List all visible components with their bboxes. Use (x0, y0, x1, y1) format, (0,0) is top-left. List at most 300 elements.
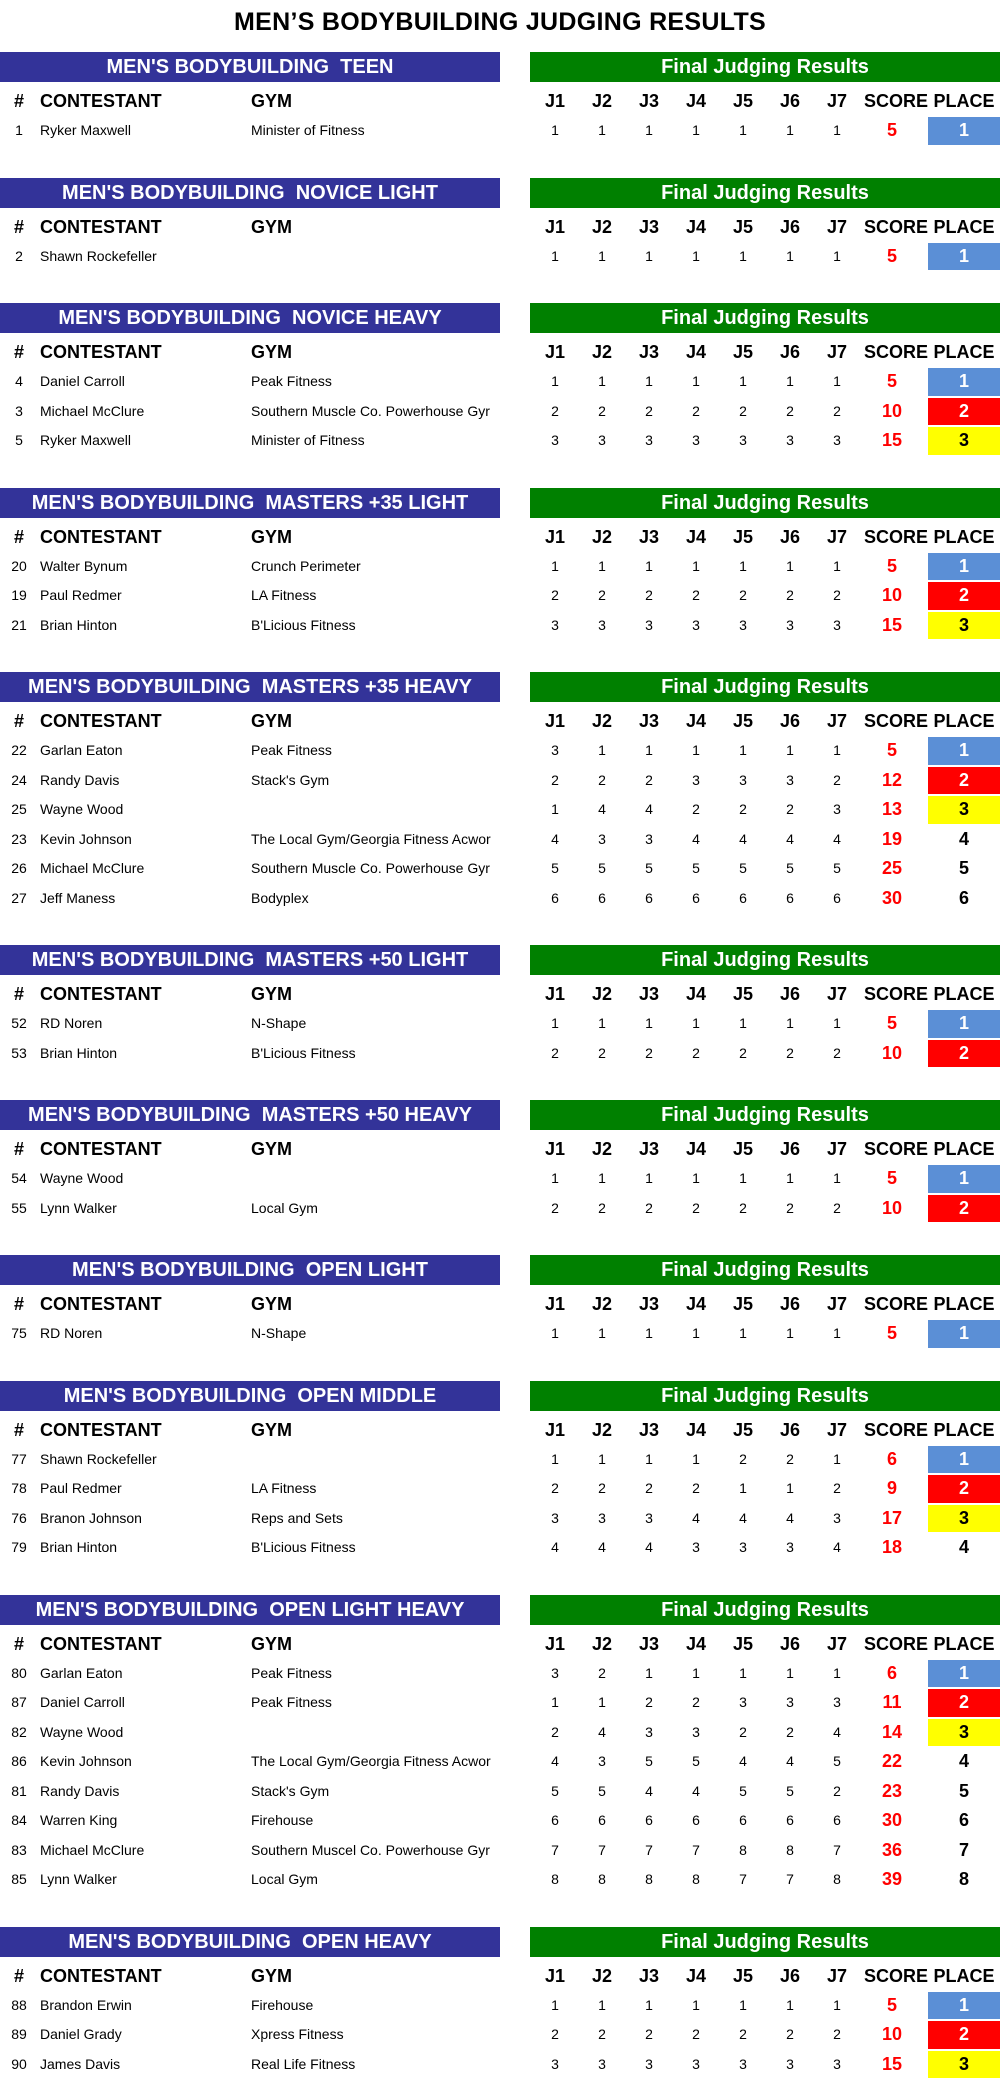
judge-score: 1 (629, 1009, 669, 1039)
contestant-number: 84 (6, 1806, 32, 1836)
total-score: 5 (864, 1164, 920, 1194)
total-score: 10 (864, 397, 920, 427)
judge-score: 5 (535, 854, 575, 884)
division-header: MEN'S BODYBUILDING MASTERS +35 LIGHT (0, 488, 500, 518)
judge-score: 5 (770, 854, 810, 884)
contestant-name: Daniel Carroll (40, 367, 245, 397)
results-header: Final Judging Results (530, 1595, 1000, 1625)
judge-score: 1 (770, 1164, 810, 1194)
column-header-judge: J5 (723, 706, 763, 736)
judge-score: 3 (770, 426, 810, 456)
column-header-contestant: CONTESTANT (40, 1961, 245, 1991)
contestant-name: Brandon Erwin (40, 1991, 245, 2021)
place-badge: 2 (928, 1195, 1000, 1223)
contestant-name: Daniel Grady (40, 2020, 245, 2050)
judge-score: 6 (676, 884, 716, 914)
contestant-name: Ryker Maxwell (40, 426, 245, 456)
total-score: 10 (864, 1194, 920, 1224)
judge-score: 6 (723, 884, 763, 914)
judge-score: 4 (676, 825, 716, 855)
column-header-number: # (6, 86, 32, 116)
judge-score: 2 (535, 766, 575, 796)
column-header-judge: J3 (629, 1134, 669, 1164)
judge-score: 1 (723, 1319, 763, 1349)
judge-score: 1 (723, 1659, 763, 1689)
column-header-judge: J1 (535, 522, 575, 552)
contestant-name: Garlan Eaton (40, 1659, 245, 1689)
judge-score: 3 (582, 1747, 622, 1777)
column-header-number: # (6, 212, 32, 242)
total-score: 15 (864, 426, 920, 456)
judge-score: 6 (582, 1806, 622, 1836)
judge-score: 1 (723, 1991, 763, 2021)
place-badge: 6 (928, 885, 1000, 913)
total-score: 10 (864, 2020, 920, 2050)
total-score: 5 (864, 1319, 920, 1349)
contestant-number: 88 (6, 1991, 32, 2021)
column-header-judge: J7 (817, 212, 857, 242)
contestant-name: Walter Bynum (40, 552, 245, 582)
column-header-judge: J2 (582, 706, 622, 736)
contestant-name: Randy Davis (40, 766, 245, 796)
column-header-gym: GYM (251, 1629, 499, 1659)
judge-score: 5 (629, 1747, 669, 1777)
place-badge: 5 (928, 1778, 1000, 1806)
contestant-number: 25 (6, 795, 32, 825)
judge-score: 2 (723, 1194, 763, 1224)
judge-score: 1 (770, 1009, 810, 1039)
judge-score: 1 (723, 552, 763, 582)
judge-score: 6 (770, 884, 810, 914)
column-header-place: PLACE (928, 1134, 1000, 1164)
judge-score: 1 (676, 367, 716, 397)
judge-score: 2 (629, 1688, 669, 1718)
total-score: 6 (864, 1445, 920, 1475)
column-header-judge: J1 (535, 86, 575, 116)
judge-score: 3 (582, 1504, 622, 1534)
judge-score: 3 (582, 426, 622, 456)
judge-score: 1 (535, 795, 575, 825)
judge-score: 2 (582, 581, 622, 611)
place-badge: 6 (928, 1807, 1000, 1835)
judge-score: 1 (676, 116, 716, 146)
total-score: 5 (864, 116, 920, 146)
contestant-name: Wayne Wood (40, 1164, 245, 1194)
contestant-gym: Peak Fitness (251, 367, 499, 397)
judge-score: 3 (770, 1533, 810, 1563)
judge-score: 2 (629, 766, 669, 796)
contestant-name: Kevin Johnson (40, 825, 245, 855)
column-header-judge: J4 (676, 706, 716, 736)
contestant-number: 53 (6, 1039, 32, 1069)
judge-score: 5 (582, 854, 622, 884)
judge-score: 4 (770, 1747, 810, 1777)
judge-score: 2 (629, 1194, 669, 1224)
judge-score: 8 (723, 1836, 763, 1866)
column-header-judge: J1 (535, 337, 575, 367)
column-header-judge: J1 (535, 1415, 575, 1445)
judge-score: 2 (676, 1474, 716, 1504)
contestant-name: Brian Hinton (40, 1533, 245, 1563)
column-header-judge: J6 (770, 212, 810, 242)
judge-score: 2 (817, 581, 857, 611)
judge-score: 1 (817, 552, 857, 582)
column-header-judge: J7 (817, 86, 857, 116)
contestant-gym (251, 1164, 499, 1194)
judge-score: 6 (535, 1806, 575, 1836)
column-header-judge: J5 (723, 979, 763, 1009)
judge-score: 1 (770, 1659, 810, 1689)
judge-score: 4 (535, 1747, 575, 1777)
contestant-name: Ryker Maxwell (40, 116, 245, 146)
judge-score: 1 (535, 242, 575, 272)
judge-score: 1 (629, 1319, 669, 1349)
judge-score: 7 (629, 1836, 669, 1866)
judge-score: 1 (629, 552, 669, 582)
column-header-place: PLACE (928, 212, 1000, 242)
judge-score: 3 (770, 611, 810, 641)
column-header-judge: J2 (582, 337, 622, 367)
place-badge: 2 (928, 1689, 1000, 1717)
column-header-place: PLACE (928, 1629, 1000, 1659)
judge-score: 2 (676, 1688, 716, 1718)
column-header-number: # (6, 1961, 32, 1991)
column-header-judge: J2 (582, 1289, 622, 1319)
judge-score: 1 (817, 242, 857, 272)
judge-score: 4 (582, 795, 622, 825)
contestant-name: Lynn Walker (40, 1865, 245, 1895)
results-header: Final Judging Results (530, 303, 1000, 333)
contestant-gym: B'Licious Fitness (251, 611, 499, 641)
place-badge: 3 (928, 427, 1000, 455)
column-header-judge: J1 (535, 706, 575, 736)
judge-score: 1 (770, 1319, 810, 1349)
judge-score: 7 (817, 1836, 857, 1866)
results-header: Final Judging Results (530, 672, 1000, 702)
judge-score: 6 (535, 884, 575, 914)
judge-score: 3 (723, 1688, 763, 1718)
judge-score: 1 (582, 116, 622, 146)
column-header-judge: J6 (770, 86, 810, 116)
contestant-gym: Stack's Gym (251, 766, 499, 796)
judge-score: 3 (770, 2050, 810, 2079)
place-badge: 1 (928, 1660, 1000, 1688)
contestant-number: 85 (6, 1865, 32, 1895)
column-header-judge: J4 (676, 86, 716, 116)
judge-score: 2 (770, 1039, 810, 1069)
column-header-judge: J4 (676, 337, 716, 367)
contestant-number: 21 (6, 611, 32, 641)
column-header-place: PLACE (928, 86, 1000, 116)
place-badge: 7 (928, 1837, 1000, 1865)
division-section (0, 52, 1000, 146)
total-score: 13 (864, 795, 920, 825)
judge-score: 4 (629, 795, 669, 825)
column-header-judge: J7 (817, 1134, 857, 1164)
place-badge: 1 (928, 553, 1000, 581)
judge-score: 1 (629, 1164, 669, 1194)
judge-score: 3 (676, 611, 716, 641)
judge-score: 4 (817, 825, 857, 855)
total-score: 39 (864, 1865, 920, 1895)
contestant-gym (251, 242, 499, 272)
column-header-contestant: CONTESTANT (40, 1629, 245, 1659)
contestant-name: Michael McClure (40, 854, 245, 884)
division-section (0, 1255, 1000, 1349)
total-score: 25 (864, 854, 920, 884)
contestant-number: 83 (6, 1836, 32, 1866)
judge-score: 1 (629, 1991, 669, 2021)
column-header-judge: J1 (535, 979, 575, 1009)
judge-score: 3 (629, 2050, 669, 2079)
results-header: Final Judging Results (530, 1255, 1000, 1285)
judge-score: 3 (535, 1504, 575, 1534)
column-header-judge: J2 (582, 979, 622, 1009)
contestant-gym: Minister of Fitness (251, 116, 499, 146)
judge-score: 2 (676, 1194, 716, 1224)
place-badge: 1 (928, 368, 1000, 396)
judge-score: 7 (582, 1836, 622, 1866)
judge-score: 3 (629, 1504, 669, 1534)
judge-score: 1 (817, 1319, 857, 1349)
total-score: 12 (864, 766, 920, 796)
judge-score: 2 (770, 1445, 810, 1475)
judge-score: 3 (535, 611, 575, 641)
judge-score: 6 (629, 884, 669, 914)
judge-score: 1 (676, 552, 716, 582)
judge-score: 1 (723, 736, 763, 766)
column-header-judge: J3 (629, 1289, 669, 1319)
judge-score: 2 (723, 1445, 763, 1475)
contestant-gym: B'Licious Fitness (251, 1039, 499, 1069)
total-score: 11 (864, 1688, 920, 1718)
column-header-gym: GYM (251, 1134, 499, 1164)
column-header-place: PLACE (928, 1961, 1000, 1991)
place-badge: 4 (928, 1534, 1000, 1562)
place-badge: 1 (928, 1992, 1000, 2020)
column-header-contestant: CONTESTANT (40, 1134, 245, 1164)
judge-score: 1 (535, 1164, 575, 1194)
contestant-gym: Southern Muscel Co. Powerhouse Gyr (251, 1836, 499, 1866)
judge-score: 1 (582, 1445, 622, 1475)
judge-score: 2 (676, 2020, 716, 2050)
contestant-gym: The Local Gym/Georgia Fitness Acwor (251, 825, 499, 855)
judge-score: 2 (676, 1039, 716, 1069)
contestant-number: 89 (6, 2020, 32, 2050)
column-header-gym: GYM (251, 86, 499, 116)
results-header: Final Judging Results (530, 178, 1000, 208)
judge-score: 1 (535, 1009, 575, 1039)
judge-score: 3 (817, 426, 857, 456)
contestant-name: Lynn Walker (40, 1194, 245, 1224)
column-header-judge: J6 (770, 1134, 810, 1164)
place-badge: 1 (928, 1165, 1000, 1193)
column-header-judge: J7 (817, 979, 857, 1009)
column-header-judge: J6 (770, 1961, 810, 1991)
total-score: 5 (864, 552, 920, 582)
column-header-judge: J5 (723, 1629, 763, 1659)
judge-score: 2 (629, 397, 669, 427)
judge-score: 1 (770, 1991, 810, 2021)
judge-score: 1 (582, 1164, 622, 1194)
judge-score: 4 (817, 1533, 857, 1563)
total-score: 5 (864, 242, 920, 272)
judge-score: 1 (723, 116, 763, 146)
contestant-gym: Reps and Sets (251, 1504, 499, 1534)
total-score: 17 (864, 1504, 920, 1534)
judge-score: 3 (770, 1688, 810, 1718)
judge-score: 1 (723, 1474, 763, 1504)
judge-score: 1 (817, 116, 857, 146)
division-section (0, 303, 1000, 456)
contestant-name: Brian Hinton (40, 1039, 245, 1069)
judge-score: 2 (629, 581, 669, 611)
column-header-judge: J3 (629, 337, 669, 367)
column-header-judge: J3 (629, 212, 669, 242)
column-header-judge: J5 (723, 86, 763, 116)
judge-score: 1 (582, 1319, 622, 1349)
judge-score: 4 (770, 825, 810, 855)
judge-score: 3 (817, 795, 857, 825)
judge-score: 3 (629, 825, 669, 855)
contestant-number: 1 (6, 116, 32, 146)
judge-score: 2 (723, 581, 763, 611)
contestant-gym: Minister of Fitness (251, 426, 499, 456)
column-header-judge: J6 (770, 1629, 810, 1659)
judge-score: 3 (770, 766, 810, 796)
column-header-judge: J6 (770, 706, 810, 736)
place-badge: 3 (928, 796, 1000, 824)
total-score: 15 (864, 611, 920, 641)
judge-score: 2 (770, 1718, 810, 1748)
judge-score: 1 (723, 367, 763, 397)
judge-score: 2 (723, 1039, 763, 1069)
judge-score: 3 (817, 611, 857, 641)
judge-score: 4 (582, 1533, 622, 1563)
judge-score: 1 (582, 242, 622, 272)
contestant-gym: Crunch Perimeter (251, 552, 499, 582)
column-header-gym: GYM (251, 212, 499, 242)
judge-score: 1 (629, 242, 669, 272)
total-score: 5 (864, 736, 920, 766)
contestant-gym (251, 795, 499, 825)
contestant-name: Kevin Johnson (40, 1747, 245, 1777)
place-badge: 1 (928, 117, 1000, 145)
column-header-judge: J4 (676, 212, 716, 242)
contestant-gym: B'Licious Fitness (251, 1533, 499, 1563)
column-header-score: SCORE (864, 979, 920, 1009)
column-header-judge: J6 (770, 1415, 810, 1445)
column-header-judge: J2 (582, 1134, 622, 1164)
judge-score: 3 (676, 766, 716, 796)
contestant-name: Warren King (40, 1806, 245, 1836)
judge-score: 2 (770, 795, 810, 825)
column-header-score: SCORE (864, 1629, 920, 1659)
judge-score: 3 (535, 736, 575, 766)
judge-score: 2 (676, 397, 716, 427)
judge-score: 1 (770, 1474, 810, 1504)
column-header-judge: J7 (817, 1289, 857, 1319)
column-header-place: PLACE (928, 1289, 1000, 1319)
judge-score: 2 (817, 1039, 857, 1069)
contestant-name: Randy Davis (40, 1777, 245, 1807)
judge-score: 7 (535, 1836, 575, 1866)
judge-score: 1 (723, 1164, 763, 1194)
place-badge: 1 (928, 1320, 1000, 1348)
column-header-judge: J5 (723, 1134, 763, 1164)
column-header-judge: J4 (676, 1961, 716, 1991)
contestant-number: 52 (6, 1009, 32, 1039)
column-header-judge: J7 (817, 1629, 857, 1659)
judge-score: 1 (535, 1445, 575, 1475)
contestant-number: 2 (6, 242, 32, 272)
judge-score: 6 (817, 884, 857, 914)
contestant-number: 90 (6, 2050, 32, 2079)
judge-score: 1 (629, 1445, 669, 1475)
judge-score: 2 (582, 397, 622, 427)
column-header-place: PLACE (928, 979, 1000, 1009)
column-header-judge: J1 (535, 1289, 575, 1319)
judge-score: 3 (676, 1718, 716, 1748)
judge-score: 1 (535, 1688, 575, 1718)
judge-score: 2 (817, 1194, 857, 1224)
results-header: Final Judging Results (530, 1100, 1000, 1130)
results-header: Final Judging Results (530, 1927, 1000, 1957)
judge-score: 4 (535, 825, 575, 855)
contestant-number: 27 (6, 884, 32, 914)
column-header-judge: J3 (629, 706, 669, 736)
judge-score: 1 (817, 1991, 857, 2021)
contestant-name: Wayne Wood (40, 795, 245, 825)
judge-score: 2 (817, 1777, 857, 1807)
column-header-judge: J4 (676, 979, 716, 1009)
judge-score: 1 (629, 367, 669, 397)
column-header-number: # (6, 1134, 32, 1164)
judge-score: 3 (723, 611, 763, 641)
judge-score: 5 (723, 854, 763, 884)
place-badge: 4 (928, 1748, 1000, 1776)
judge-score: 5 (676, 1747, 716, 1777)
place-badge: 2 (928, 2021, 1000, 2049)
column-header-score: SCORE (864, 1961, 920, 1991)
division-header: MEN'S BODYBUILDING OPEN MIDDLE (0, 1381, 500, 1411)
judge-score: 8 (770, 1836, 810, 1866)
column-header-judge: J6 (770, 979, 810, 1009)
judge-score: 2 (770, 1194, 810, 1224)
contestant-name: Michael McClure (40, 1836, 245, 1866)
division-section (0, 1927, 1000, 2079)
contestant-number: 19 (6, 581, 32, 611)
place-badge: 2 (928, 1040, 1000, 1068)
place-badge: 3 (928, 1719, 1000, 1747)
column-header-judge: J5 (723, 337, 763, 367)
judge-score: 2 (629, 1474, 669, 1504)
column-header-score: SCORE (864, 86, 920, 116)
judge-score: 2 (535, 1194, 575, 1224)
contestant-name: RD Noren (40, 1009, 245, 1039)
judge-score: 3 (535, 426, 575, 456)
judge-score: 2 (535, 1474, 575, 1504)
column-header-judge: J7 (817, 706, 857, 736)
judge-score: 3 (723, 426, 763, 456)
judge-score: 2 (723, 2020, 763, 2050)
column-header-judge: J1 (535, 212, 575, 242)
contestant-gym: The Local Gym/Georgia Fitness Acwor (251, 1747, 499, 1777)
judge-score: 2 (676, 795, 716, 825)
judge-score: 4 (535, 1533, 575, 1563)
division-header: MEN'S BODYBUILDING MASTERS +35 HEAVY (0, 672, 500, 702)
division-section (0, 672, 1000, 913)
